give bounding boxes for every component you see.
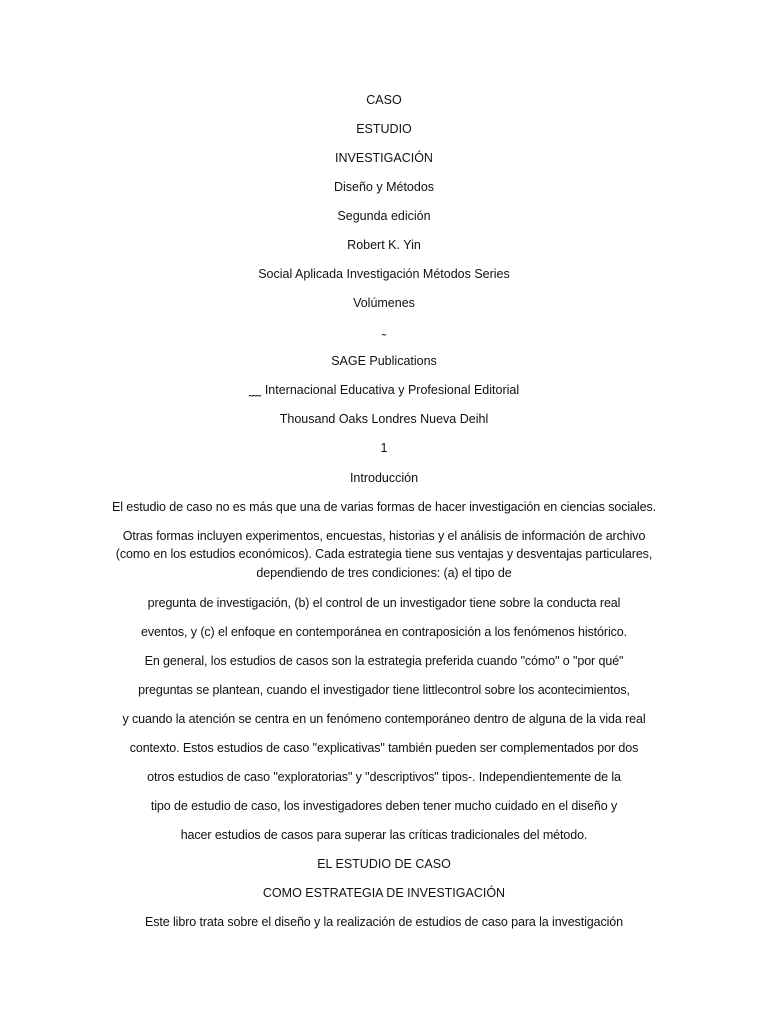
- author: Robert K. Yin: [347, 238, 421, 252]
- paragraph-line: contexto. Estos estudios de caso "explicativas" también pueden ser complementados por dos: [129, 741, 639, 755]
- garbled-mark: ˷: [381, 322, 387, 336]
- publisher: SAGE Publications: [331, 354, 437, 368]
- paragraph-line: (como en los estudios económicos). Cada estrategia tiene sus ventajas y desventajas particulares,: [115, 547, 653, 561]
- edition: Segunda edición: [337, 209, 431, 223]
- publisher-cities: Thousand Oaks Londres Nueva Deihl: [279, 412, 489, 426]
- paragraph-line: preguntas se plantean, cuando el investigador tiene littlecontrol sobre los acontecimientos,: [138, 683, 630, 697]
- title-line-investigacion: INVESTIGACIÓN: [335, 151, 433, 165]
- paragraph-line: y cuando la atención se centra en un fenómeno contemporáneo dentro de alguna de la vida real: [122, 712, 646, 726]
- paragraph-line: Este libro trata sobre el diseño y la realización de estudios de caso para la investigación: [145, 915, 623, 929]
- paragraph-line: otros estudios de caso "exploratorias" y "descriptivos" tipos-. Independientemente de la: [147, 770, 621, 784]
- paragraph-line: eventos, y (c) el enfoque en contemporánea en contraposición a los fenómenos histórico.: [140, 625, 628, 639]
- paragraph-line: hacer estudios de casos para superar las críticas tradicionales del método.: [180, 828, 588, 842]
- subtitle: Diseño y Métodos: [333, 180, 435, 194]
- chapter-title: Introducción: [349, 471, 419, 485]
- publisher-description: ˷˷˷ Internacional Educativa y Profesional Editorial: [248, 383, 520, 397]
- chapter-number: 1: [380, 441, 388, 455]
- series-name: Social Aplicada Investigación Métodos Series: [258, 267, 510, 281]
- title-line-caso: CASO: [366, 93, 402, 107]
- section-heading: EL ESTUDIO DE CASO: [317, 857, 451, 871]
- title-line-estudio: ESTUDIO: [356, 122, 412, 136]
- volumes: Volúmenes: [353, 296, 415, 310]
- paragraph-line: tipo de estudio de caso, los investigadores deben tener mucho cuidado en el diseño y: [150, 799, 618, 813]
- section-subheading: COMO ESTRATEGIA DE INVESTIGACIÓN: [262, 886, 506, 900]
- paragraph-line: Otras formas incluyen experimentos, encuestas, historias y el análisis de información de archivo: [122, 529, 646, 543]
- paragraph-line: dependiendo de tres condiciones: (a) el tipo de: [256, 566, 512, 580]
- paragraph-line: El estudio de caso no es más que una de varias formas de hacer investigación en ciencias sociales.: [112, 500, 656, 514]
- paragraph-line: En general, los estudios de casos son la estrategia preferida cuando "cómo" o "por qué": [144, 654, 624, 668]
- paragraph-line: pregunta de investigación, (b) el control de un investigador tiene sobre la conducta real: [147, 596, 621, 610]
